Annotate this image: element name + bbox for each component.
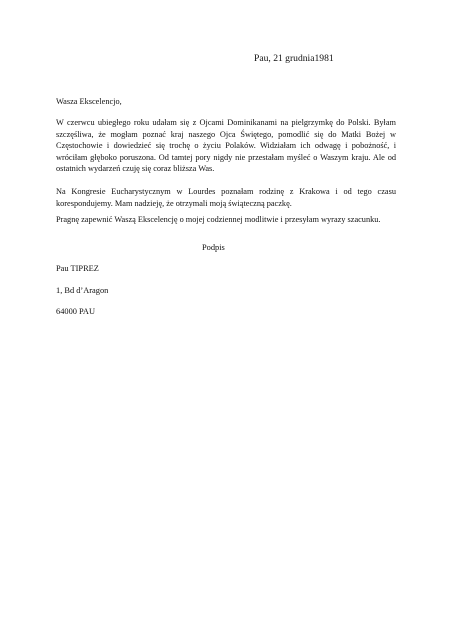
- letter-paragraph-1: W czerwcu ubiegłego roku udałam się z Ojcami Dominikanami na pielgrzymkę do Polski. Byłam szczęśliwa, że mogłam poznać kraj naszego Ojca Świętego, pomodlić się do Matki Bożej w Częstochowie i dowiedzieć się trochę o życiu Polaków. Widziałam ich odwagę i pobożność, i wróciłam głęboko poruszona. Od tamtej pory nigdy nie przestałam myśleć o Waszym kraju. Ale od ostatnich wydarzeń czuję się coraz bliższa Was.: [56, 118, 396, 174]
- sender-city: 64000 PAU: [56, 307, 96, 316]
- letter-paragraph-2: Na Kongresie Eucharystycznym w Lourdes poznałam rodzinę z Krakowa i od tego czasu korespondujemy. Mam nadzieję, że otrzymali moją świąteczną paczkę.: [56, 187, 396, 208]
- sender-name: Pau TIPREZ: [56, 264, 99, 273]
- sender-street: 1, Bd d’Aragon: [56, 286, 109, 295]
- letter-paragraph-3: Pragnę zapewnić Waszą Ekscelencję o mojej codziennej modlitwie i przesyłam wyrazy szacunku.: [56, 215, 381, 224]
- letter-date: Pau, 21 grudnia1981: [254, 53, 334, 64]
- letter-signature: Podpis: [202, 243, 225, 252]
- letter-salutation: Wasza Ekscelencjo,: [56, 97, 122, 106]
